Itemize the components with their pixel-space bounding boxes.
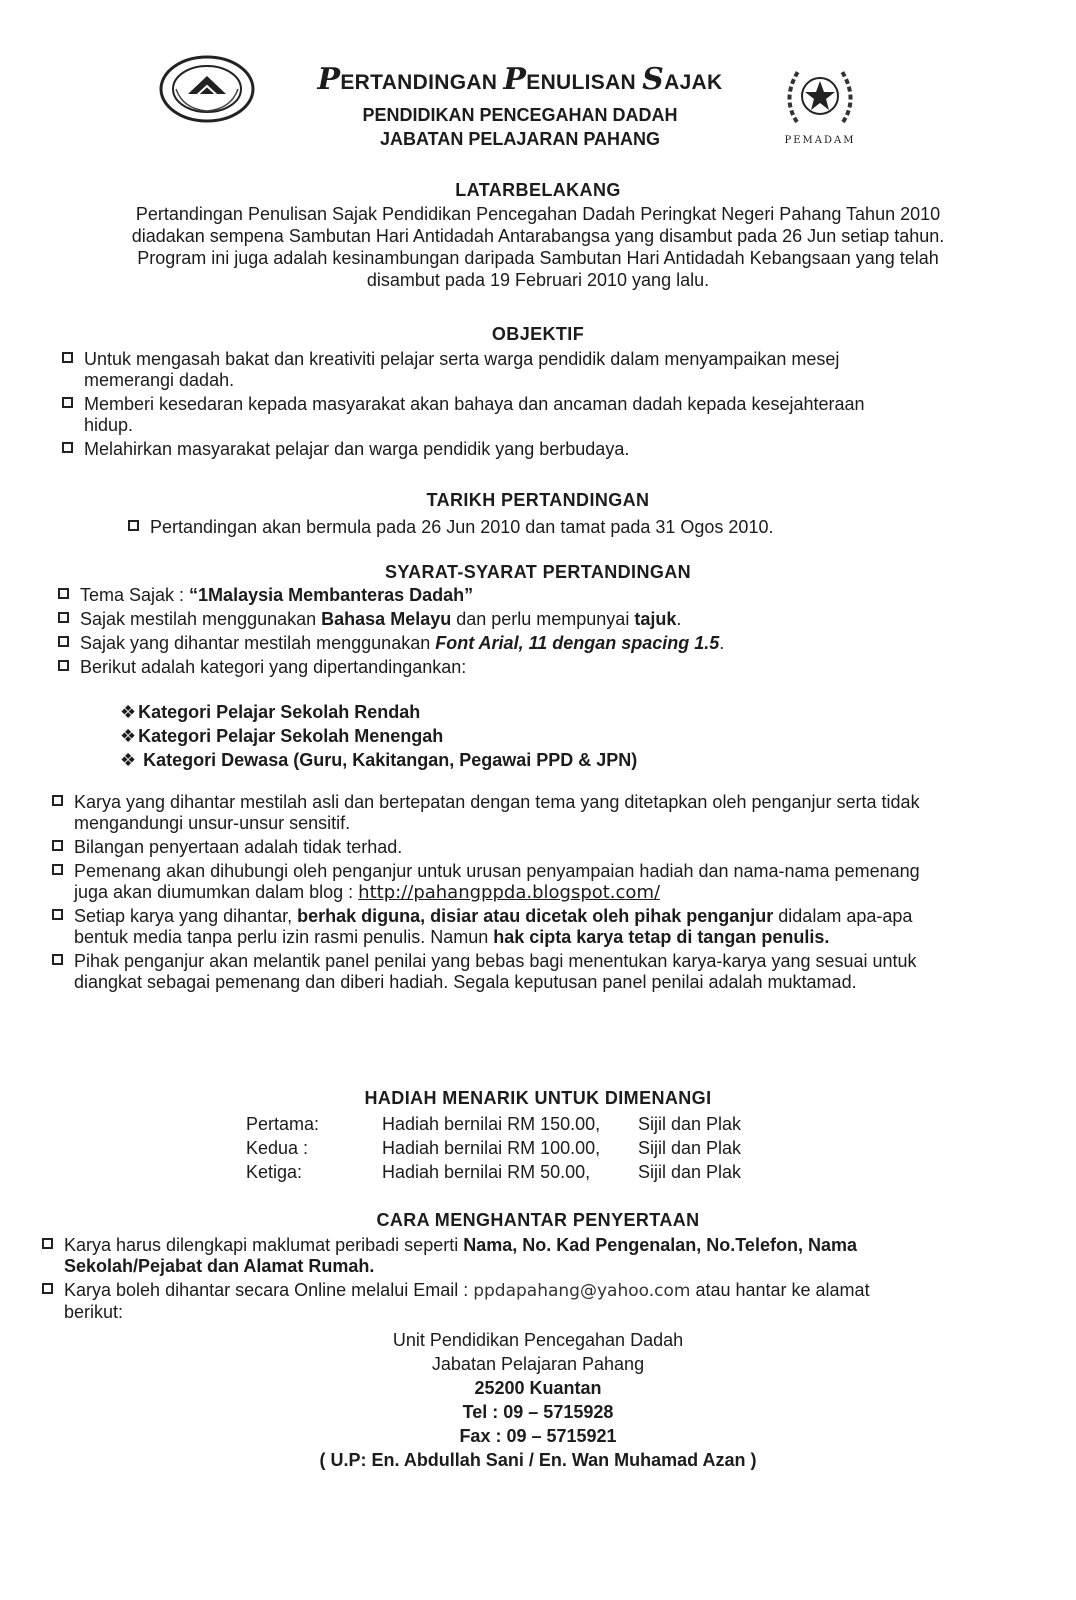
address-line: Fax : 09 – 5715921: [459, 1426, 617, 1446]
checkbox-icon: [128, 520, 139, 531]
cara-item-maklumat: Karya harus dilengkapi maklumat peribadi seperti Nama, No. Kad Pengenalan, No.Telefon, Nama Sekolah/Pejabat dan Alamat Rumah.: [42, 1235, 926, 1277]
address-line: Tel : 09 – 5715928: [462, 1402, 614, 1422]
checkbox-icon: [58, 636, 69, 647]
syarat-item-kategori: Berikut adalah kategori yang dipertandingankan:: [58, 657, 906, 678]
cara-item-email: Karya boleh dihantar secara Online melalui Email : ppdapahang@yahoo.com atau hantar ke alamat berikut:: [42, 1280, 926, 1323]
kategori-item: ❖ Kategori Pelajar Sekolah Rendah: [120, 702, 421, 722]
objektif-section: [0, 324, 1076, 463]
tarikh-item: Pertandingan akan bermula pada 26 Jun 2010 dan tamat pada 31 Ogos 2010.: [128, 517, 1076, 538]
latarbelakang-heading: LATARBELAKANG: [455, 180, 621, 200]
cara-heading: CARA MENGHANTAR PENYERTAAN: [376, 1210, 700, 1230]
prize-table: [246, 1112, 741, 1184]
prize-row: Ketiga: Hadiah bernilai RM 50.00, Sijil dan Plak: [246, 1162, 742, 1182]
checkbox-icon: [58, 612, 69, 623]
checkbox-icon: [52, 954, 63, 965]
kategori-item: ❖ Kategori Dewasa (Guru, Kakitangan, Pegawai PPD & JPN): [120, 750, 638, 770]
checkbox-icon: [42, 1238, 53, 1249]
checkbox-icon: [52, 909, 63, 920]
checkbox-icon: [58, 660, 69, 671]
address-line: 25200 Kuantan: [474, 1378, 602, 1398]
objektif-list: [62, 349, 906, 460]
syarat-item-bahasa: Sajak mestilah menggunakan Bahasa Melayu dan perlu mempunyai tajuk.: [58, 609, 906, 630]
prize-row: Kedua : Hadiah bernilai RM 100.00, Sijil dan Plak: [246, 1138, 742, 1158]
tarikh-list: [128, 517, 1076, 538]
syarat-item-font: Sajak yang dihantar mestilah menggunakan Font Arial, 11 dengan spacing 1.5.: [58, 633, 906, 654]
objektif-item: Memberi kesedaran kepada masyarakat akan bahaya dan ancaman dadah kepada kesejahteraan hidup.: [62, 394, 906, 436]
diamond-bullet-icon: ❖: [120, 750, 137, 770]
syarat-list-2: [52, 792, 926, 993]
objektif-item: Melahirkan masyarakat pelajar dan warga pendidik yang berbudaya.: [62, 439, 906, 460]
latarbelakang-section: [0, 180, 1076, 291]
checkbox-icon: [52, 840, 63, 851]
checkbox-icon: [62, 352, 73, 363]
checkbox-icon: [52, 864, 63, 875]
prize-row: Pertama: Hadiah bernilai RM 150.00, Sijil dan Plak: [246, 1114, 742, 1134]
syarat-list: [58, 585, 906, 678]
hadiah-section: [0, 1088, 1076, 1109]
cara-list: [42, 1235, 926, 1323]
blog-link[interactable]: http://pahangppda.blogspot.com/: [358, 882, 661, 903]
syarat-heading: SYARAT-SYARAT PERTANDINGAN: [384, 562, 692, 582]
cara-section: [0, 1210, 1076, 1326]
tarikh-heading: TARIKH PERTANDINGAN: [426, 490, 650, 510]
kategori-list: [120, 700, 1076, 772]
syarat-item-panel: Pihak penganjur akan melantik panel penilai yang bebas bagi menentukan karya-karya yang sesuai untuk diangkat sebagai pemenang dan diberi hadiah. Segala keputusan panel penilai adalah muktamad.: [52, 951, 926, 993]
checkbox-icon: [58, 588, 69, 599]
pemadam-logo: [772, 62, 868, 152]
diamond-bullet-icon: ❖: [120, 726, 137, 746]
objektif-heading: OBJEKTIF: [491, 324, 585, 344]
syarat-item-asli: Karya yang dihantar mestilah asli dan bertepatan dengan tema yang ditetapkan oleh penganjur serta tidak mengandungi unsur-unsur sensitif.: [52, 792, 926, 834]
address-line: Jabatan Pelajaran Pahang: [431, 1354, 645, 1374]
syarat-item-bilangan: Bilangan penyertaan adalah tidak terhad.: [52, 837, 926, 858]
syarat-item-pemenang: Pemenang akan dihubungi oleh penganjur untuk urusan penyampaian hadiah dan nama-nama pemenang juga akan diumumkan dalam blog : http://pahangppda.blogspot.com/: [52, 861, 926, 903]
objektif-item: Untuk mengasah bakat dan kreativiti pelajar serta warga pendidik dalam menyampaikan mesej memerangi dadah.: [62, 349, 906, 391]
checkbox-icon: [62, 397, 73, 408]
pemadam-logo-text: PEMADAM: [784, 135, 856, 146]
email-link[interactable]: ppdapahang@yahoo.com: [473, 1281, 691, 1301]
syarat-item-tema: Tema Sajak : “1Malaysia Membanteras Dadah”: [58, 585, 906, 606]
hadiah-heading: HADIAH MENARIK UNTUK DIMENANGI: [364, 1088, 712, 1108]
tarikh-section: [0, 490, 1076, 541]
address-line: Unit Pendidikan Pencegahan Dadah: [392, 1330, 684, 1350]
poster-subtitle: PENDIDIKAN PENCEGAHAN DADAH JABATAN PELAJARAN PAHANG: [362, 105, 678, 149]
poster-header: [280, 62, 760, 151]
latarbelakang-text: Pertandingan Penulisan Sajak Pendidikan Pencegahan Dadah Peringkat Negeri Pahang Tahun 2010 diadakan sempena Sambutan Hari Antidadah Antarabangsa yang disambut pada 26 Jun setiap tahun. Program ini juga adalah kesinambungan daripada Sambutan Hari Antidadah Kebangsaan yang telah disambut pada 19 Februari 2010 yang lalu.: [131, 204, 945, 290]
syarat-item-hakcipta: Setiap karya yang dihantar, berhak diguna, disiar atau dicetak oleh pihak penganjur didalam apa-apa bentuk media tanpa perlu izin rasmi penulis. Namun hak cipta karya tetap di tangan penulis.: [52, 906, 926, 948]
checkbox-icon: [62, 442, 73, 453]
checkbox-icon: [52, 795, 63, 806]
poster-title: PERTANDINGAN PENULISAN SAJAK: [317, 62, 723, 97]
kategori-item: ❖ Kategori Pelajar Sekolah Menengah: [120, 726, 444, 746]
syarat-section: [0, 562, 1076, 996]
jabatan-pelajaran-logo: [158, 54, 256, 124]
diamond-bullet-icon: ❖: [120, 702, 137, 722]
address-block: [0, 1328, 1076, 1472]
checkbox-icon: [42, 1283, 53, 1294]
address-line: ( U.P: En. Abdullah Sani / En. Wan Muhamad Azan ): [319, 1450, 757, 1470]
